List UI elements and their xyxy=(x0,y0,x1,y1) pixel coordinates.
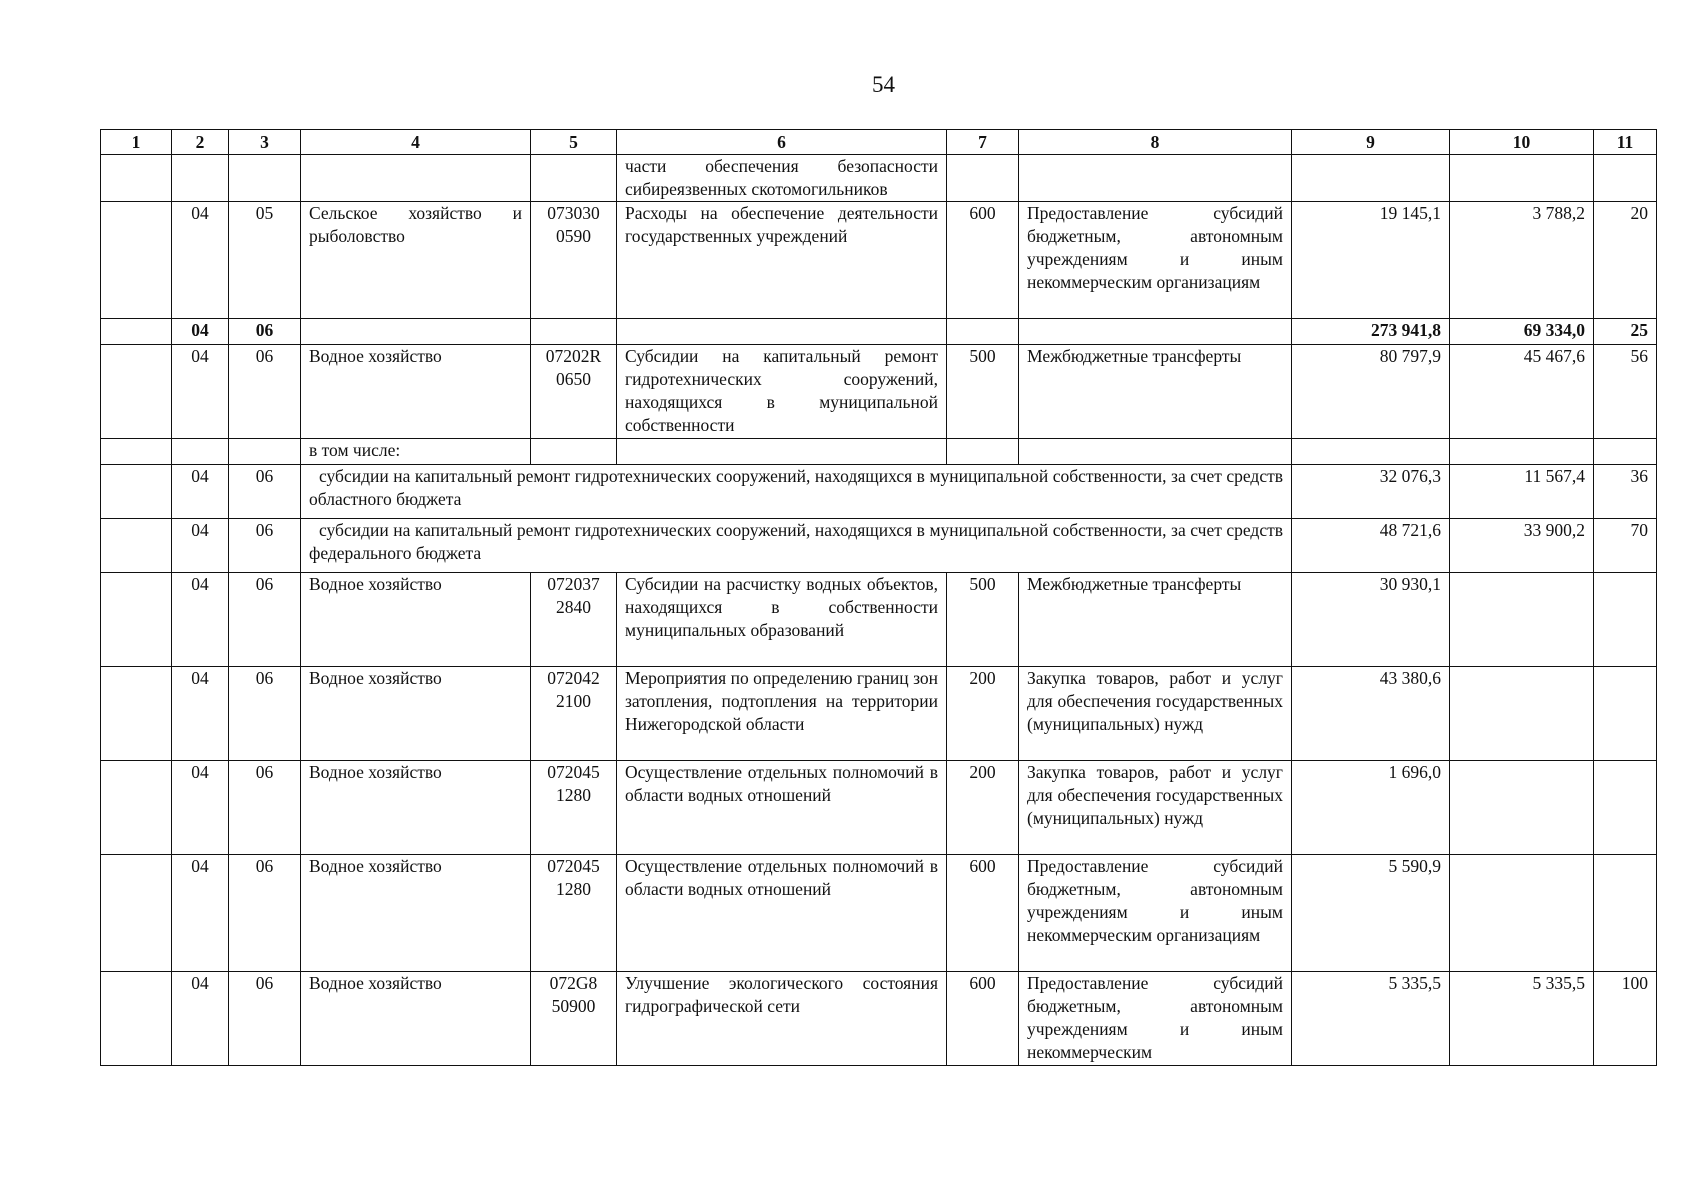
cell: 06 xyxy=(229,761,301,855)
cell: 072037 2840 xyxy=(531,573,617,667)
cell xyxy=(101,761,172,855)
cell: 06 xyxy=(229,519,301,573)
cell: Мероприятия по определению границ зон затопления, подтопления на территории Нижегородской области xyxy=(617,667,947,761)
column-header: 9 xyxy=(1292,130,1450,155)
column-header: 4 xyxy=(301,130,531,155)
cell: 48 721,6 xyxy=(1292,519,1450,573)
cell: 04 xyxy=(172,855,229,972)
cell: 04 xyxy=(172,972,229,1066)
cell: 06 xyxy=(229,667,301,761)
table-header-row xyxy=(101,130,1657,155)
table-row xyxy=(101,519,1657,573)
cell xyxy=(172,439,229,465)
cell xyxy=(1450,667,1594,761)
cell xyxy=(101,319,172,345)
cell xyxy=(172,155,229,202)
cell xyxy=(531,155,617,202)
cell xyxy=(101,972,172,1066)
cell: 200 xyxy=(947,761,1019,855)
cell: Улучшение экологического состояния гидрографической сети xyxy=(617,972,947,1066)
cell xyxy=(1019,439,1292,465)
cell: Субсидии на капитальный ремонт гидротехнических сооружений, находящихся в муниципальной собственности xyxy=(617,345,947,439)
table-row xyxy=(101,573,1657,667)
cell: 200 xyxy=(947,667,1019,761)
cell: 5 590,9 xyxy=(1292,855,1450,972)
cell xyxy=(947,319,1019,345)
cell: 07202R 0650 xyxy=(531,345,617,439)
cell: Осуществление отдельных полномочий в области водных отношений xyxy=(617,855,947,972)
cell: Закупка товаров, работ и услуг для обеспечения государственных (муниципальных) нужд xyxy=(1019,761,1292,855)
column-header: 1 xyxy=(101,130,172,155)
cell: 04 xyxy=(172,519,229,573)
cell xyxy=(101,345,172,439)
cell: 04 xyxy=(172,202,229,319)
cell xyxy=(1594,667,1657,761)
cell: 30 930,1 xyxy=(1292,573,1450,667)
cell xyxy=(1594,155,1657,202)
column-header: 7 xyxy=(947,130,1019,155)
cell: 45 467,6 xyxy=(1450,345,1594,439)
cell: 600 xyxy=(947,972,1019,1066)
cell xyxy=(101,439,172,465)
cell: Осуществление отдельных полномочий в области водных отношений xyxy=(617,761,947,855)
cell xyxy=(947,155,1019,202)
cell: в том числе: xyxy=(301,439,531,465)
cell xyxy=(617,319,947,345)
cell: 06 xyxy=(229,855,301,972)
cell xyxy=(1450,855,1594,972)
cell: 06 xyxy=(229,319,301,345)
cell: 06 xyxy=(229,972,301,1066)
cell xyxy=(1450,439,1594,465)
cell xyxy=(1450,155,1594,202)
cell: 100 xyxy=(1594,972,1657,1066)
cell xyxy=(1594,573,1657,667)
cell: 56 xyxy=(1594,345,1657,439)
cell xyxy=(1594,761,1657,855)
cell: Закупка товаров, работ и услуг для обеспечения государственных (муниципальных) нужд xyxy=(1019,667,1292,761)
cell: 1 696,0 xyxy=(1292,761,1450,855)
cell xyxy=(101,465,172,519)
cell: Водное хозяйство xyxy=(301,972,531,1066)
cell: 072042 2100 xyxy=(531,667,617,761)
cell: Водное хозяйство xyxy=(301,573,531,667)
column-header: 3 xyxy=(229,130,301,155)
cell: 05 xyxy=(229,202,301,319)
cell xyxy=(617,439,947,465)
page-number: 54 xyxy=(872,72,895,97)
cell xyxy=(301,319,531,345)
cell: Водное хозяйство xyxy=(301,855,531,972)
cell: 43 380,6 xyxy=(1292,667,1450,761)
cell xyxy=(1019,319,1292,345)
table-row xyxy=(101,465,1657,519)
cell: части обеспечения безопасности сибиреязвенных скотомогильников xyxy=(617,155,947,202)
cell: 073030 0590 xyxy=(531,202,617,319)
column-header: 6 xyxy=(617,130,947,155)
cell: 11 567,4 xyxy=(1450,465,1594,519)
cell: 273 941,8 xyxy=(1292,319,1450,345)
table-row xyxy=(101,761,1657,855)
cell: 32 076,3 xyxy=(1292,465,1450,519)
cell: Водное хозяйство xyxy=(301,345,531,439)
table-row xyxy=(101,439,1657,465)
merged-cell: субсидии на капитальный ремонт гидротехнических сооружений, находящихся в муниципальной собственности, за счет средств федерального бюджета xyxy=(301,519,1292,573)
cell xyxy=(101,519,172,573)
cell xyxy=(947,439,1019,465)
cell: 500 xyxy=(947,573,1019,667)
column-header: 11 xyxy=(1594,130,1657,155)
cell xyxy=(301,155,531,202)
cell: Предоставление субсидий бюджетным, автономным учреждениям и иным некоммерческим организациям xyxy=(1019,855,1292,972)
cell: 06 xyxy=(229,573,301,667)
merged-cell: субсидии на капитальный ремонт гидротехнических сооружений, находящихся в муниципальной собственности, за счет средств областного бюджета xyxy=(301,465,1292,519)
cell: 70 xyxy=(1594,519,1657,573)
cell: 04 xyxy=(172,319,229,345)
cell: 06 xyxy=(229,465,301,519)
cell: 3 788,2 xyxy=(1450,202,1594,319)
cell: Субсидии на расчистку водных объектов, находящихся в собственности муниципальных образований xyxy=(617,573,947,667)
table-row xyxy=(101,345,1657,439)
table-row xyxy=(101,855,1657,972)
cell xyxy=(1450,573,1594,667)
cell xyxy=(101,202,172,319)
table-row xyxy=(101,667,1657,761)
cell xyxy=(101,573,172,667)
cell xyxy=(531,319,617,345)
cell: 06 xyxy=(229,345,301,439)
cell: Водное хозяйство xyxy=(301,761,531,855)
cell xyxy=(531,439,617,465)
cell xyxy=(1019,155,1292,202)
budget-table xyxy=(100,129,1657,1066)
cell: Предоставление субсидий бюджетным, автономным учреждениям и иным некоммерческим xyxy=(1019,972,1292,1066)
cell xyxy=(229,439,301,465)
cell: 36 xyxy=(1594,465,1657,519)
cell xyxy=(101,855,172,972)
table-row xyxy=(101,972,1657,1066)
cell: 80 797,9 xyxy=(1292,345,1450,439)
cell: 69 334,0 xyxy=(1450,319,1594,345)
cell: 04 xyxy=(172,761,229,855)
cell: Предоставление субсидий бюджетным, автономным учреждениям и иным некоммерческим организациям xyxy=(1019,202,1292,319)
cell: 072045 1280 xyxy=(531,855,617,972)
cell: 19 145,1 xyxy=(1292,202,1450,319)
cell: Водное хозяйство xyxy=(301,667,531,761)
cell: 04 xyxy=(172,465,229,519)
cell: 25 xyxy=(1594,319,1657,345)
cell: 500 xyxy=(947,345,1019,439)
table-row xyxy=(101,155,1657,202)
cell: 20 xyxy=(1594,202,1657,319)
subtotal-row xyxy=(101,319,1657,345)
cell: 04 xyxy=(172,345,229,439)
cell xyxy=(1292,439,1450,465)
cell: 600 xyxy=(947,202,1019,319)
cell: 04 xyxy=(172,573,229,667)
cell xyxy=(1594,439,1657,465)
cell: 04 xyxy=(172,667,229,761)
cell: Межбюджетные трансферты xyxy=(1019,345,1292,439)
cell xyxy=(229,155,301,202)
cell xyxy=(101,155,172,202)
column-header: 5 xyxy=(531,130,617,155)
cell xyxy=(1594,855,1657,972)
column-header: 2 xyxy=(172,130,229,155)
cell: 072045 1280 xyxy=(531,761,617,855)
cell xyxy=(101,667,172,761)
table-row xyxy=(101,202,1657,319)
cell: Сельское хозяйство и рыболовство xyxy=(301,202,531,319)
column-header: 10 xyxy=(1450,130,1594,155)
cell: 5 335,5 xyxy=(1450,972,1594,1066)
cell xyxy=(1450,761,1594,855)
cell: 33 900,2 xyxy=(1450,519,1594,573)
cell: 600 xyxy=(947,855,1019,972)
column-header: 8 xyxy=(1019,130,1292,155)
cell: 5 335,5 xyxy=(1292,972,1450,1066)
cell xyxy=(1292,155,1450,202)
cell: Межбюджетные трансферты xyxy=(1019,573,1292,667)
cell: Расходы на обеспечение деятельности государственных учреждений xyxy=(617,202,947,319)
cell: 072G8 50900 xyxy=(531,972,617,1066)
